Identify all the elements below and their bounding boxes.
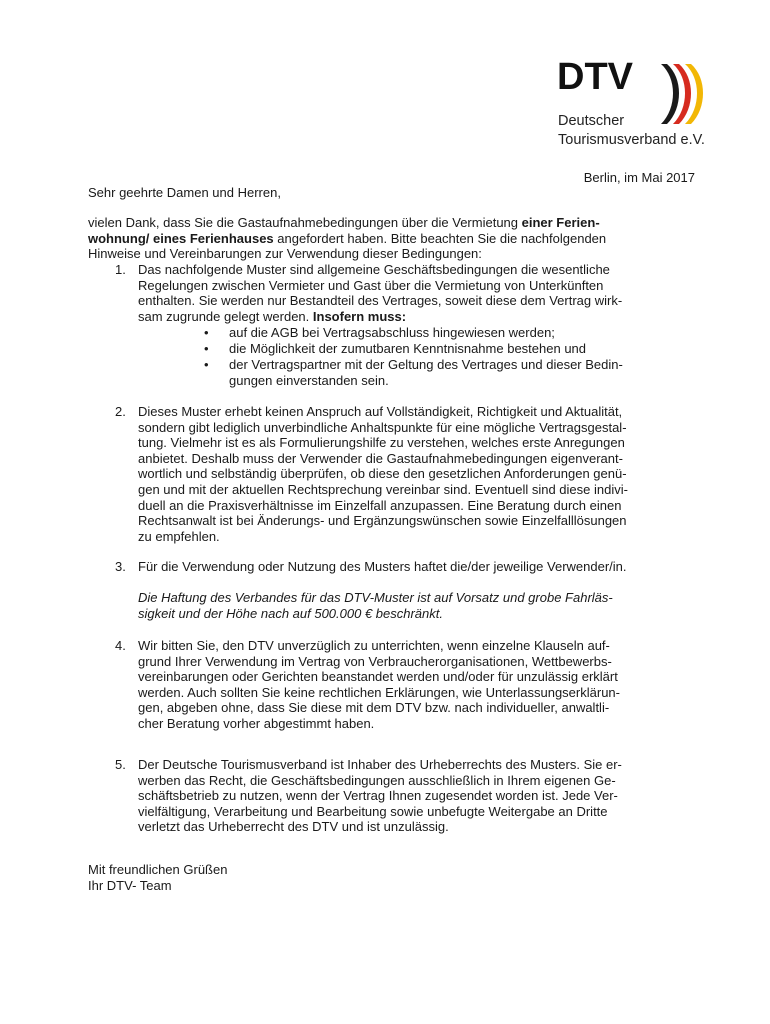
item-line: Das nachfolgende Muster sind allgemeine Geschäftsbedingungen die wesentliche [138,262,610,277]
item-line: Dieses Muster erhebt keinen Anspruch auf Vollständigkeit, Richtigkeit und Aktualität, [138,404,623,419]
flag-swoosh-icon [647,60,717,130]
item-number: 3. [115,559,126,574]
item-line: werden. Auch sollten Sie keine rechtlichen Erklärungen, wie Unterlassungserklärun- [138,684,620,700]
item-line: cher Beratung vorher abgestimmt haben. [138,715,375,731]
item-line: Für die Verwendung oder Nutzung des Musters haftet die/der jeweilige Verwender/in. [138,559,627,574]
item-line: tung. Vielmehr ist es als Formulierungshilfe zu verstehen, welches erste Anregungen [138,435,625,451]
bullet-text: auf die AGB bei Vertragsabschluss hingewiesen werden; [229,325,555,340]
dtv-logo [557,58,717,153]
item-line: duell an die Praxisverhältnisse im Einzelfall anzupassen. Eine Beratung durch einen [138,497,622,513]
item-number: 2. [115,404,126,419]
item-bold: Insofern muss: [312,308,407,324]
item-line: enthalten. Sie werden nur Bestandteil des Vertrages, soweit diese dem Vertrag wirk- [138,293,623,309]
item-line: vielfältigung, Verarbeitung und Bearbeitung sowie unbefugte Weitergabe an Dritte [138,803,608,819]
item-number: 5. [115,757,126,772]
item-line: zu empfehlen. [138,528,220,544]
item-number: 4. [115,638,126,653]
closing-signature: Ihr DTV- Team [88,878,172,893]
list-item [138,638,678,732]
letter-date: Berlin, im Mai 2017 [583,170,695,185]
bullet: • [204,357,209,372]
intro-text: Hinweise und Vereinbarungen zur Verwendung dieser Bedingungen: [88,246,482,262]
item-line: gen, abgeben ohne, dass Sie diese mit dem DTV bzw. nach individueller, anwaltli- [138,700,610,716]
closing-greeting: Mit freundlichen Grüßen [88,862,228,877]
intro-bold: einer Ferien- [521,215,600,230]
salutation: Sehr geehrte Damen und Herren, [88,185,281,200]
liability-note [138,590,678,621]
intro-text: vielen Dank, dass Sie die Gastaufnahmebedingungen über die Vermietung [88,215,522,230]
item-number: 1. [115,262,126,277]
intro-bold: wohnung/ eines Ferienhauses [88,230,274,246]
list-item [138,559,678,575]
item-line: sondern gibt lediglich unverbindliche Anhaltspunkte für eine mögliche Vertragsgestal- [138,419,627,435]
bullet-text: der Vertragspartner mit der Geltung des Vertrages und dieser Bedin- [229,357,623,372]
item-line: grund Ihrer Verwendung im Vertrag von Verbraucherorganisationen, Wettbewerbs- [138,653,612,669]
note-line: Die Haftung des Verbandes für das DTV-Muster ist auf Vorsatz und grobe Fahrläs- [138,590,613,605]
bullet: • [204,325,209,340]
list-item [138,262,678,324]
list-item [138,404,678,544]
item-line: Wir bitten Sie, den DTV unverzüglich zu unterrichten, wenn einzelne Klauseln auf- [138,638,610,653]
item-line: wortlich und selbständig überprüfen, ob diese den gesetzlichen Anforderungen genü- [138,466,627,482]
intro-text: angefordert haben. Bitte beachten Sie die nachfolgenden [273,230,607,246]
item-line: vereinbarungen oder Gerichten beanstandet werden und/oder für unzulässig erklärt [138,669,618,685]
note-line: sigkeit und der Höhe nach auf 500.000 € beschränkt. [138,605,443,621]
item-line: Regelungen zwischen Vermieter und Gast über die Vermietung von Unterkünften [138,277,604,293]
logo-wordmark: DTV [557,56,633,98]
item-line: werben das Recht, die Geschäftsbedingungen ausschließlich in Ihrem eigenen Ge- [138,772,616,788]
logo-text-line2: Tourismusverband e.V. [558,132,705,148]
item-line: Der Deutsche Tourismusverband ist Inhaber des Urheberrechts des Musters. Sie er- [138,757,622,772]
item-line: verletzt das Urheberrecht des DTV und ist unzulässig. [138,819,449,835]
list-item [138,757,678,835]
item-line: schäftsbetrieb zu nutzen, wenn der Vertrag Ihnen zugesendet worden ist. Jede Ver- [138,788,618,804]
item-line: gen und mit der aktuellen Rechtsprechung vereinbar sind. Eventuell sind diese indivi- [138,481,628,497]
item-line: Rechtsanwalt ist bei Änderungs- und Ergänzungswünschen sowie Einzelfalllösungen [138,513,627,529]
item-line: anbietet. Deshalb muss der Verwender die Gastaufnahmebedingungen eigenverant- [138,450,623,466]
bullet-text: die Möglichkeit der zumutbaren Kenntnisnahme bestehen und [229,341,587,356]
intro-paragraph [88,215,678,262]
bullet: • [204,341,209,356]
logo-text-line1: Deutscher [558,113,625,129]
item-line: sam zugrunde gelegt werden. [138,308,313,324]
bullet-text: gungen einverstanden sein. [229,373,389,388]
